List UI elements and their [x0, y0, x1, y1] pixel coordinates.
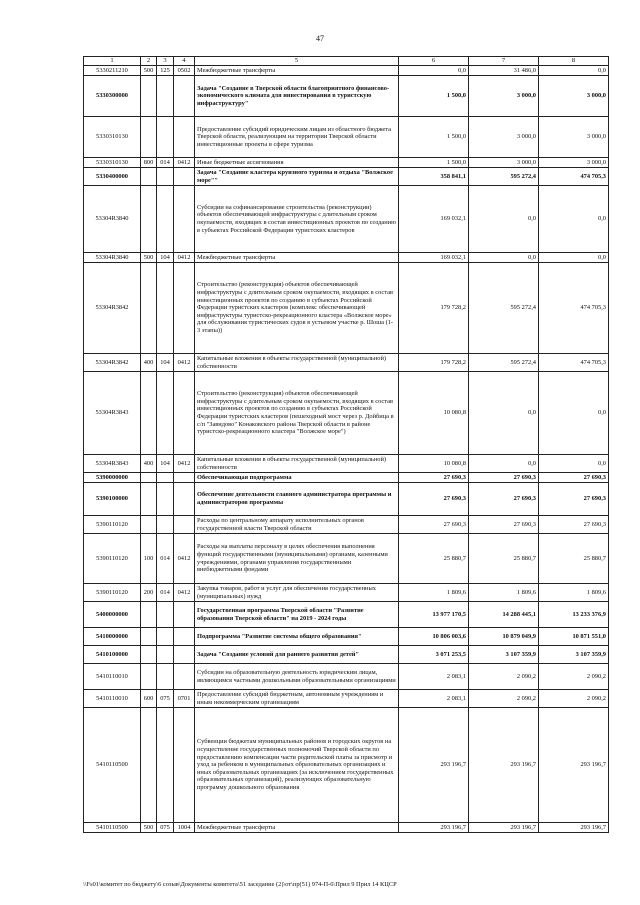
expense-name: Капитальные вложения в объекты государственной (муниципальной) собственности [195, 455, 399, 473]
expense-name: Субвенции бюджетам муниципальных районов и городских округов на осуществление государственных полномочий Тверской области по предоставлению компенсации части родительской платы за присмотр и уход за ребенком в муниципальных образовательных организациях и иных образовательных организациях (за исключением государственных образовательных организаций), реализующих образовательную программу дошкольного образования [195, 708, 399, 823]
amount-col-6: 179 728,2 [399, 263, 469, 354]
header-cell: 7 [469, 57, 539, 66]
header-cell: 8 [539, 57, 609, 66]
expense-name: Задача "Создание в Тверской области благоприятного финансово-экономического климата для инвестирования в туристскую инфраструктуру" [195, 76, 399, 117]
ministry-code [157, 186, 174, 253]
amount-col-6: 1 500,0 [399, 158, 469, 168]
expense-name: Межбюджетные трансферты [195, 66, 399, 76]
expense-name: Субсидии на софинансирование строительства (реконструкции) объектов обеспечивающей инфраструктуры с длительным сроком окупаемости, входящих в состав инвестиционных проектов по созданию в субъектах Российской Федерации туристских кластеров [195, 186, 399, 253]
expense-type-code: 800 [141, 158, 157, 168]
table-row [84, 66, 609, 76]
amount-col-7: 293 196,7 [469, 823, 539, 833]
expense-name: Строительство (реконструкция) объектов обеспечивающей инфраструктуры с длительным сроком окупаемости, входящих в состав инвестиционных проектов по созданию в субъектах Российской Федерации туристских кластеров (пешеходный мост через р. Дойбица в с/п "Завидово" Конаковского района Тверской области в районе туристско-рекреационного кластера "Волжское море") [195, 372, 399, 455]
table-row [84, 455, 609, 473]
table-row [84, 354, 609, 372]
target-article-code: 5390110120 [84, 516, 141, 534]
amount-col-8: 474 705,3 [539, 354, 609, 372]
expense-type-code [141, 646, 157, 664]
expense-type-code [141, 76, 157, 117]
ministry-code [157, 708, 174, 823]
section-code [174, 117, 195, 158]
expense-type-code [141, 263, 157, 354]
amount-col-6: 0,0 [399, 66, 469, 76]
amount-col-8: 2 090,2 [539, 690, 609, 708]
ministry-code [157, 473, 174, 483]
expense-name: Предоставление субсидий бюджетным, автономным учреждениям и иным некоммерческим организациям [195, 690, 399, 708]
table-row [84, 117, 609, 158]
amount-col-7: 0,0 [469, 186, 539, 253]
table-row [84, 708, 609, 823]
target-article-code: 53304R3843 [84, 455, 141, 473]
amount-col-6: 179 728,2 [399, 354, 469, 372]
amount-col-7: 3 000,0 [469, 158, 539, 168]
amount-col-7: 0,0 [469, 455, 539, 473]
section-code [174, 263, 195, 354]
table-row [84, 76, 609, 117]
table-row [84, 483, 609, 516]
header-cell: 5 [195, 57, 399, 66]
header-cell: 4 [174, 57, 195, 66]
expense-name: Расходы по центральному аппарату исполнительных органов государственной власти Тверской области [195, 516, 399, 534]
table-row [84, 664, 609, 690]
ministry-code: 075 [157, 690, 174, 708]
amount-col-6: 1 500,0 [399, 117, 469, 158]
ministry-code: 014 [157, 534, 174, 584]
section-code [174, 76, 195, 117]
amount-col-6: 10 080,8 [399, 372, 469, 455]
header-cell: 3 [157, 57, 174, 66]
section-code: 1004 [174, 823, 195, 833]
amount-col-6: 2 083,1 [399, 664, 469, 690]
table-row [84, 823, 609, 833]
table-row [84, 263, 609, 354]
target-article-code: 5410100000 [84, 646, 141, 664]
ministry-code: 014 [157, 584, 174, 602]
table-row [84, 690, 609, 708]
table-row [84, 372, 609, 455]
target-article-code: 5390100000 [84, 483, 141, 516]
section-code [174, 628, 195, 646]
expense-name: Обеспечение деятельности главного администратора программы и администраторов программы [195, 483, 399, 516]
section-code [174, 646, 195, 664]
target-article-code: 5410110010 [84, 690, 141, 708]
amount-col-6: 169 032,1 [399, 253, 469, 263]
expense-type-code [141, 372, 157, 455]
ministry-code [157, 516, 174, 534]
target-article-code: 5410110500 [84, 708, 141, 823]
amount-col-8: 0,0 [539, 455, 609, 473]
amount-col-8: 474 705,3 [539, 263, 609, 354]
amount-col-6: 293 196,7 [399, 823, 469, 833]
amount-col-7: 2 090,2 [469, 664, 539, 690]
section-code: 0412 [174, 354, 195, 372]
expense-name: Межбюджетные трансферты [195, 253, 399, 263]
ministry-code [157, 76, 174, 117]
amount-col-6: 1 500,0 [399, 76, 469, 117]
ministry-code: 125 [157, 66, 174, 76]
amount-col-8: 25 880,7 [539, 534, 609, 584]
ministry-code: 014 [157, 158, 174, 168]
section-code [174, 372, 195, 455]
section-code: 0412 [174, 534, 195, 584]
amount-col-7: 595 272,4 [469, 168, 539, 186]
amount-col-8: 2 090,2 [539, 664, 609, 690]
section-code: 0502 [174, 66, 195, 76]
amount-col-8: 293 196,7 [539, 823, 609, 833]
amount-col-6: 169 032,1 [399, 186, 469, 253]
table-row [84, 584, 609, 602]
expense-type-code: 500 [141, 253, 157, 263]
amount-col-7: 25 880,7 [469, 534, 539, 584]
expense-name: Иные бюджетные ассигнования [195, 158, 399, 168]
expense-type-code: 500 [141, 823, 157, 833]
amount-col-8: 3 000,0 [539, 76, 609, 117]
amount-col-7: 3 000,0 [469, 76, 539, 117]
ministry-code [157, 263, 174, 354]
amount-col-7: 293 196,7 [469, 708, 539, 823]
amount-col-6: 27 690,3 [399, 483, 469, 516]
ministry-code [157, 646, 174, 664]
expense-name: Межбюджетные трансферты [195, 823, 399, 833]
target-article-code: 5410110500 [84, 823, 141, 833]
section-code: 0412 [174, 253, 195, 263]
section-code [174, 708, 195, 823]
table-row [84, 602, 609, 628]
column-number-header-row [84, 57, 609, 66]
ministry-code [157, 664, 174, 690]
ministry-code [157, 117, 174, 158]
ministry-code [157, 168, 174, 186]
table-row [84, 534, 609, 584]
expense-name: Предоставление субсидий юридическим лицам из областного бюджета Тверской области, реализующим на территории Тверской области инвестиционные проекты в сфере туризма [195, 117, 399, 158]
target-article-code: 5390000000 [84, 473, 141, 483]
section-code [174, 516, 195, 534]
header-cell: 2 [141, 57, 157, 66]
amount-col-6: 27 690,3 [399, 473, 469, 483]
expense-type-code [141, 473, 157, 483]
amount-col-8: 0,0 [539, 66, 609, 76]
expense-type-code: 400 [141, 354, 157, 372]
expense-name: Государственная программа Тверской области "Развитие образования Тверской области" на 2019 - 2024 годы [195, 602, 399, 628]
target-article-code: 5330310130 [84, 158, 141, 168]
expense-name: Строительство (реконструкция) объектов обеспечивающей инфраструктуры с длительным сроком окупаемости, входящих в состав инвестиционных проектов по созданию в субъектах Российской Федерации туристских кластеров (комплекс обеспечивающей инфраструктуры туристско-рекреационного кластера «Волжское море» для обслуживания туристических судов в устьевом участке р. Шоша (1-3 этапы)) [195, 263, 399, 354]
amount-col-8: 0,0 [539, 372, 609, 455]
amount-col-8: 3 000,0 [539, 117, 609, 158]
amount-col-7: 0,0 [469, 372, 539, 455]
amount-col-7: 27 690,3 [469, 473, 539, 483]
header-cell: 1 [84, 57, 141, 66]
expense-name: Задача "Создание условий для раннего развития детей" [195, 646, 399, 664]
expense-name: Капитальные вложения в объекты государственной (муниципальной) собственности [195, 354, 399, 372]
section-code [174, 664, 195, 690]
target-article-code: 5410110010 [84, 664, 141, 690]
expense-name: Задача "Создание кластера круизного туризма и отдыха "Волжское море"" [195, 168, 399, 186]
table-row [84, 253, 609, 263]
amount-col-7: 3 000,0 [469, 117, 539, 158]
expense-type-code: 600 [141, 690, 157, 708]
table-row [84, 186, 609, 253]
section-code: 0412 [174, 158, 195, 168]
expense-type-code [141, 516, 157, 534]
expense-type-code: 400 [141, 455, 157, 473]
amount-col-7: 1 809,6 [469, 584, 539, 602]
table-row [84, 516, 609, 534]
amount-col-7: 0,0 [469, 253, 539, 263]
section-code: 0412 [174, 584, 195, 602]
ministry-code [157, 483, 174, 516]
target-article-code: 53304R3843 [84, 372, 141, 455]
amount-col-8: 0,0 [539, 186, 609, 253]
target-article-code: 5400000000 [84, 602, 141, 628]
amount-col-7: 595 272,4 [469, 354, 539, 372]
target-article-code: 5390110120 [84, 584, 141, 602]
target-article-code: 53304R3840 [84, 253, 141, 263]
table-row [84, 473, 609, 483]
amount-col-7: 27 690,3 [469, 483, 539, 516]
section-code [174, 168, 195, 186]
target-article-code: 5330211210 [84, 66, 141, 76]
target-article-code: 5410000000 [84, 628, 141, 646]
ministry-code [157, 628, 174, 646]
expense-type-code [141, 708, 157, 823]
ministry-code: 104 [157, 253, 174, 263]
amount-col-6: 13 977 170,5 [399, 602, 469, 628]
table-row [84, 646, 609, 664]
ministry-code: 075 [157, 823, 174, 833]
expense-name: Обеспечивающая подпрограмма [195, 473, 399, 483]
target-article-code: 5330400000 [84, 168, 141, 186]
expense-type-code: 500 [141, 66, 157, 76]
ministry-code [157, 372, 174, 455]
amount-col-8: 10 871 551,0 [539, 628, 609, 646]
expense-type-code [141, 186, 157, 253]
budget-classification-table [83, 56, 609, 833]
section-code: 0412 [174, 455, 195, 473]
amount-col-7: 2 090,2 [469, 690, 539, 708]
expense-type-code [141, 664, 157, 690]
amount-col-6: 25 880,7 [399, 534, 469, 584]
expense-type-code [141, 117, 157, 158]
table-row [84, 628, 609, 646]
target-article-code: 5390110120 [84, 534, 141, 584]
ministry-code [157, 602, 174, 628]
file-path-footer: \\Fs01\комитет по бюджету\6 созыв\Документы комитета\51 заседание (2)\от\пр(51) 974-П-6\Прил 9 Прил 14 КЦСР [83, 881, 397, 888]
amount-col-7: 595 272,4 [469, 263, 539, 354]
page-number: 47 [316, 34, 324, 43]
amount-col-8: 13 233 376,9 [539, 602, 609, 628]
expense-name: Расходы на выплаты персоналу в целях обеспечения выполнения функций государственными (муниципальными) органами, казенными учреждениями, органами управления государственными внебюджетными фондами [195, 534, 399, 584]
table-row [84, 158, 609, 168]
ministry-code: 104 [157, 354, 174, 372]
target-article-code: 5330310130 [84, 117, 141, 158]
amount-col-7: 3 107 359,9 [469, 646, 539, 664]
amount-col-8: 3 107 359,9 [539, 646, 609, 664]
section-code [174, 473, 195, 483]
ministry-code: 104 [157, 455, 174, 473]
expense-name: Субсидии на образовательную деятельность юридическим лицам, являющимся частными дошкольными образовательными организациями [195, 664, 399, 690]
amount-col-7: 14 288 445,1 [469, 602, 539, 628]
section-code: 0701 [174, 690, 195, 708]
expense-name: Закупка товаров, работ и услуг для обеспечения государственных (муниципальных) нужд [195, 584, 399, 602]
target-article-code: 53304R3842 [84, 263, 141, 354]
target-article-code: 53304R3840 [84, 186, 141, 253]
expense-type-code [141, 483, 157, 516]
table-row [84, 168, 609, 186]
expense-type-code [141, 602, 157, 628]
amount-col-6: 2 083,1 [399, 690, 469, 708]
amount-col-6: 10 080,8 [399, 455, 469, 473]
expense-type-code [141, 168, 157, 186]
amount-col-8: 1 809,6 [539, 584, 609, 602]
section-code [174, 186, 195, 253]
amount-col-8: 3 000,0 [539, 158, 609, 168]
amount-col-8: 27 690,3 [539, 516, 609, 534]
amount-col-7: 10 879 049,9 [469, 628, 539, 646]
expense-type-code [141, 628, 157, 646]
amount-col-8: 27 690,3 [539, 483, 609, 516]
amount-col-7: 27 690,3 [469, 516, 539, 534]
amount-col-6: 293 196,7 [399, 708, 469, 823]
expense-type-code: 100 [141, 534, 157, 584]
amount-col-8: 27 690,3 [539, 473, 609, 483]
amount-col-8: 0,0 [539, 253, 609, 263]
amount-col-8: 474 705,3 [539, 168, 609, 186]
expense-type-code: 200 [141, 584, 157, 602]
amount-col-7: 31 486,0 [469, 66, 539, 76]
amount-col-6: 10 806 003,6 [399, 628, 469, 646]
amount-col-6: 3 071 253,5 [399, 646, 469, 664]
amount-col-6: 1 809,6 [399, 584, 469, 602]
amount-col-6: 358 841,1 [399, 168, 469, 186]
amount-col-6: 27 690,3 [399, 516, 469, 534]
amount-col-8: 293 196,7 [539, 708, 609, 823]
section-code [174, 483, 195, 516]
target-article-code: 5330300000 [84, 76, 141, 117]
header-cell: 6 [399, 57, 469, 66]
target-article-code: 53304R3842 [84, 354, 141, 372]
expense-name: Подпрограмма "Развитие системы общего образования" [195, 628, 399, 646]
section-code [174, 602, 195, 628]
